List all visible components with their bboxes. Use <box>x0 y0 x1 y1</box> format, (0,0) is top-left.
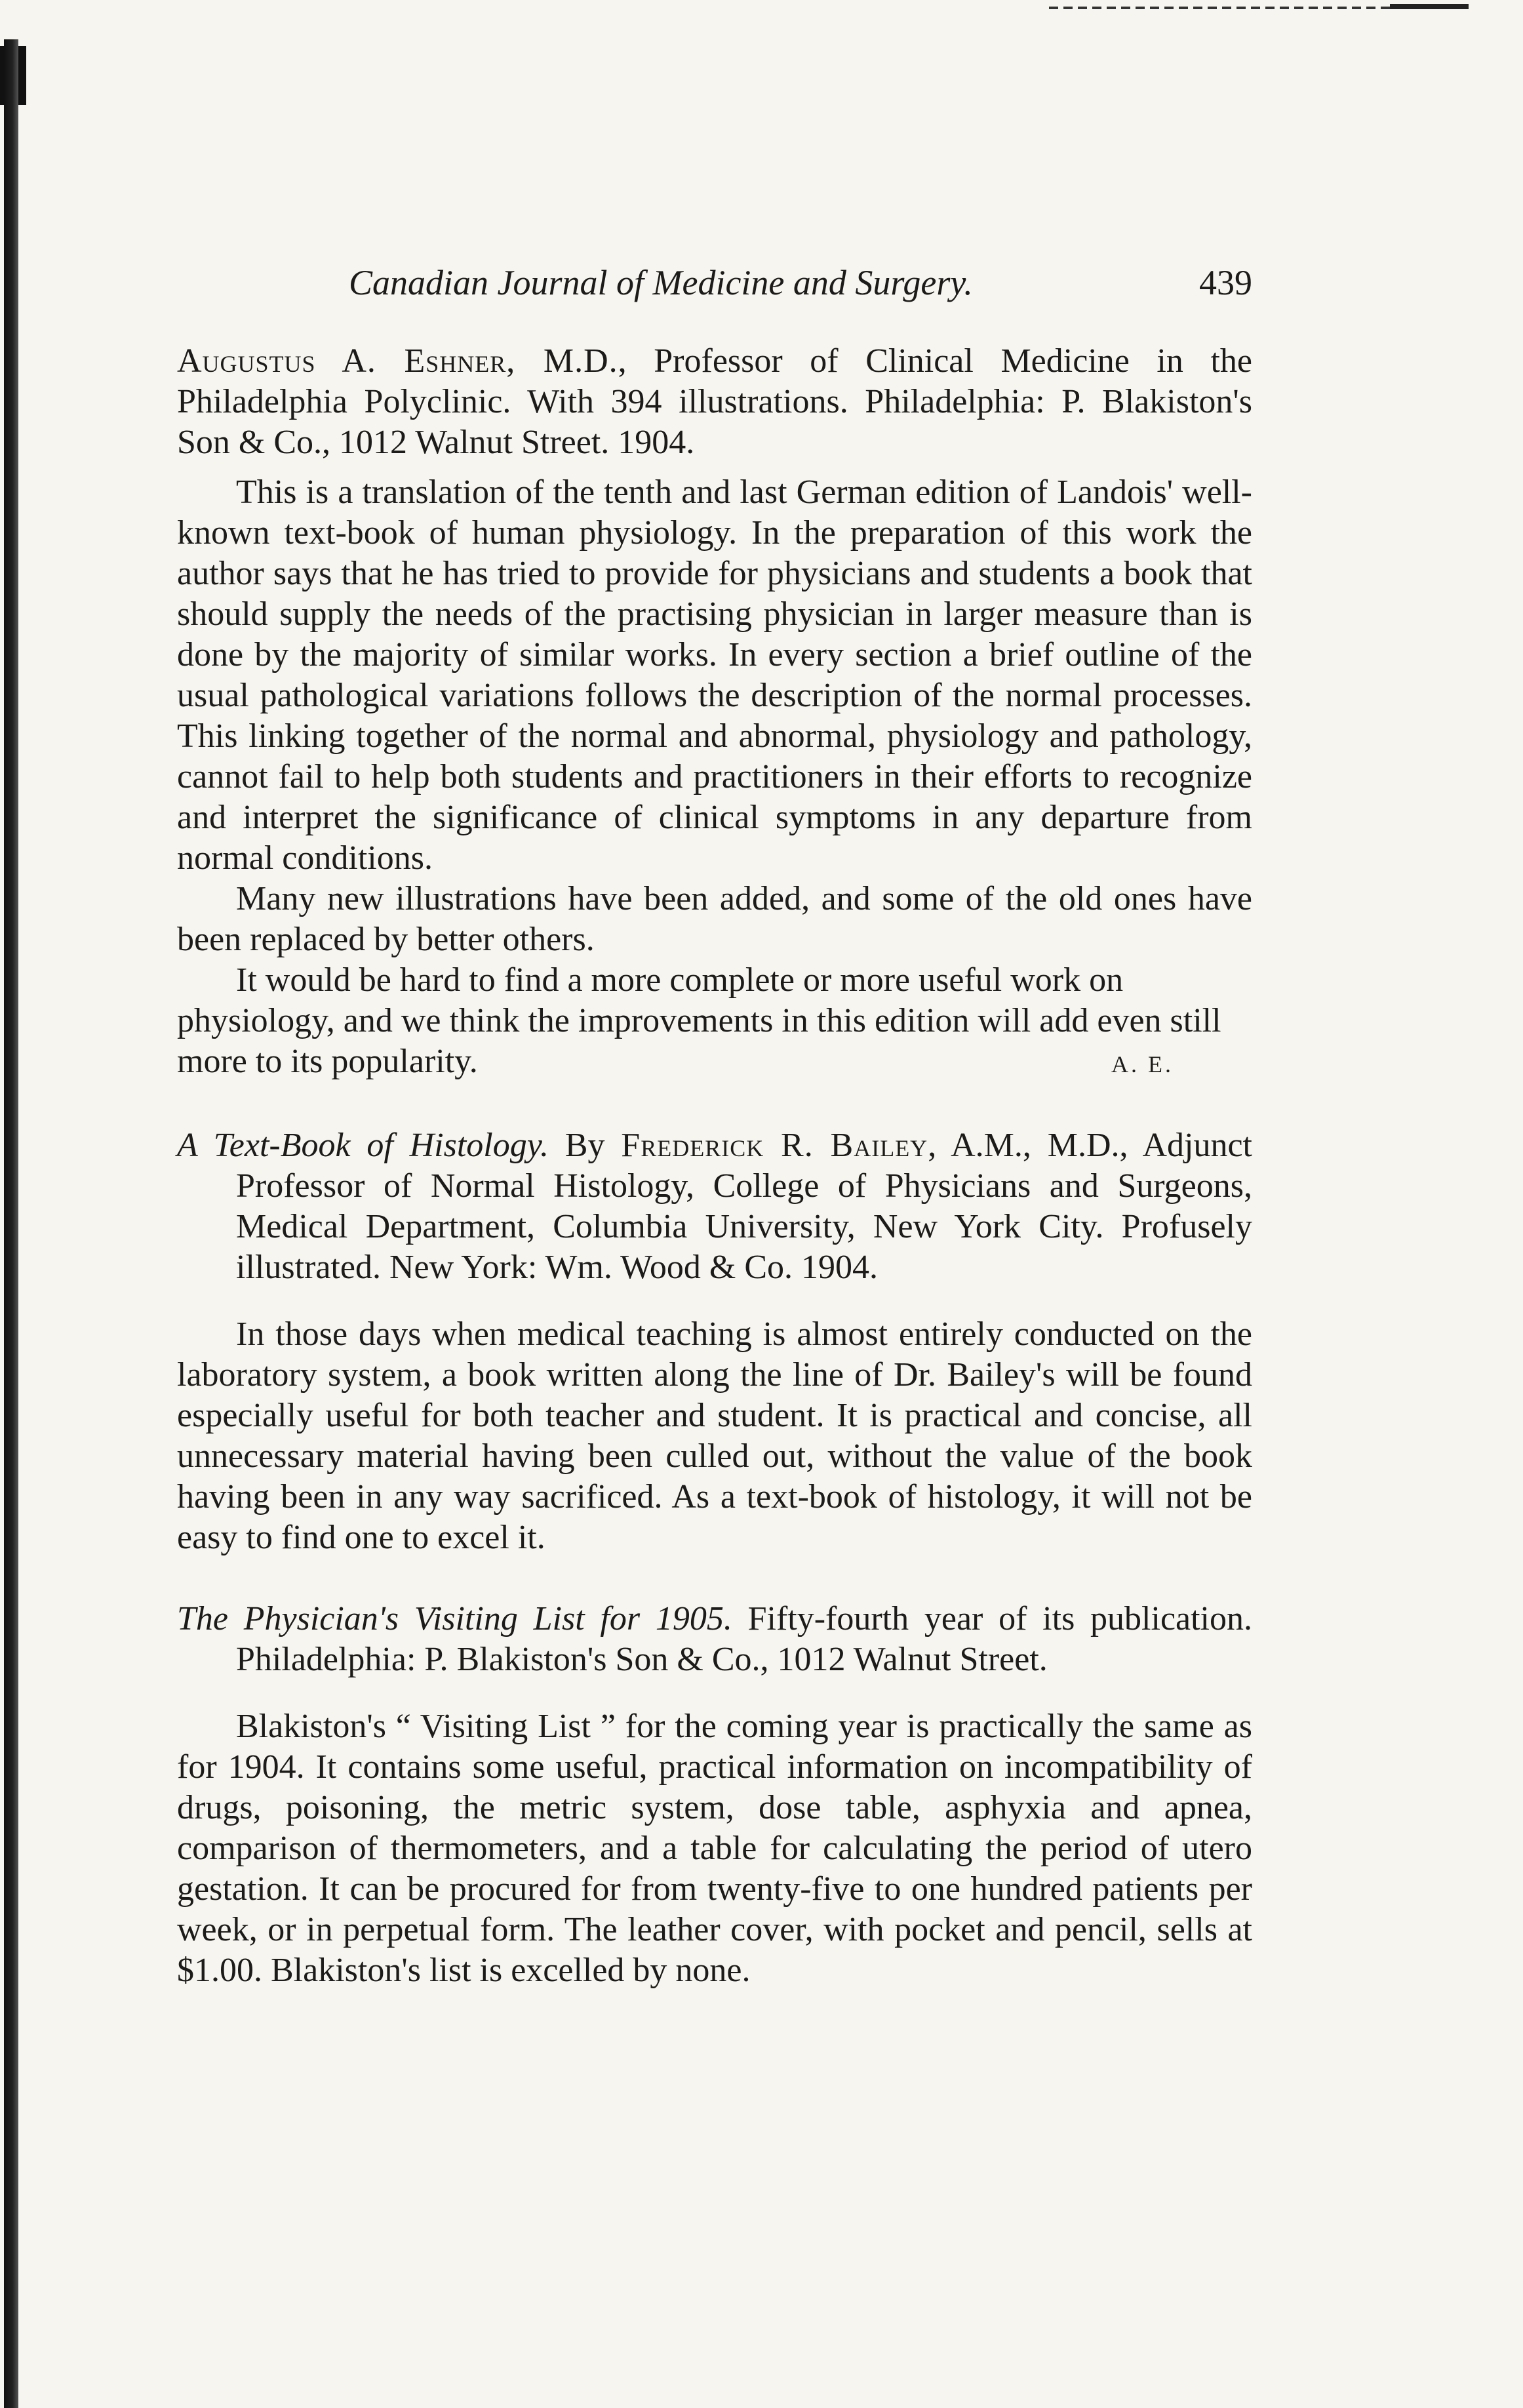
review2-author: Frederick R. Bailey <box>621 1127 928 1164</box>
review1-paragraph-2: Many new illustrations have been added, and some of the old ones have been replaced by better others. <box>177 880 1252 958</box>
review2-citation-rest: , A.M., M.D., Adjunct Professor of Normal Histology, College of Physicians and Surgeons, Medical Department, Columbia University, New York City. Profusely illustrated. New York: Wm. Wood & Co. 1904. <box>236 1127 1252 1286</box>
review3-paragraph-1: Blakiston's “ Visiting List ” for the coming year is practically the same as for 1904. It contains some useful, practical information on incompatibility of drugs, poisoning, the metric system, dose table, asphyxia and apnea, comparison of thermometers, and a table for calculating the period of utero gestation. It can be procured for from twenty-five to one hundred patients per week, or in perpetual form. The leather cover, with pocket and pencil, sells at $1.00. Blakiston's list is excelled by none. <box>177 1708 1252 1989</box>
review2-citation <box>177 1125 1252 1288</box>
review2-paragraph-1: In those days when medical teaching is almost entirely conducted on the laboratory system, a book written along the line of Dr. Bailey's will be found especially useful for both teacher and student. It is practical and concise, all unnecessary material having been culled out, without the value of the book having been in any way sacrificed. As a text-book of histology, it will not be easy to find one to excel it. <box>177 1315 1252 1556</box>
review2-title: A Text-Book of Histology. <box>177 1127 549 1164</box>
review1-author: Augustus A. Eshner, M.D. <box>177 342 618 380</box>
page-number: 439 <box>1199 263 1252 302</box>
review1-paragraph-1: This is a translation of the tenth and last German edition of Landois' well-known text-book of human physiology. In the preparation of this work the author says that he has tried to provide for physicians and students a book that should supply the needs of the practising physician in larger measure than is done by the majority of similar works. In every section a brief outline of the usual pathological variations follows the description of the normal processes. This linking together of the normal and abnormal, physiology and pathology, cannot fail to help both students and practitioners in their efforts to recognize and interpret the significance of clinical symptoms in any departure from normal conditions. <box>177 473 1252 877</box>
running-header <box>349 262 1252 341</box>
review1-citation <box>177 341 1252 463</box>
review3-citation-rest: Fifty-fourth year of its publication. Philadelphia: P. Blakiston's Son & Co., 1012 Walnut Street. <box>236 1600 1253 1678</box>
review3-title: The Physician's Visiting List for 1905. <box>177 1600 732 1637</box>
review1-paragraph-3: It would be hard to find a more complete or more useful work on physiology, and we think the improvements in this edition will add even still more to its popularity. <box>177 961 1221 1080</box>
page-content <box>177 262 1252 1991</box>
binding-edge <box>4 39 18 2408</box>
review1-signature: A. E. <box>1111 1051 1174 1077</box>
review2-by: By <box>548 1127 622 1164</box>
review3-citation <box>177 1599 1252 1680</box>
journal-title: Canadian Journal of Medicine and Surgery. <box>349 263 973 302</box>
scan-artifact-bar <box>1390 4 1469 9</box>
review1-citation-rest: , Professor of Clinical Medicine in the Philadelphia Polyclinic. With 394 illustrations. Philadelphia: P. Blakiston's Son & Co., 1012 Walnut Street. 1904. <box>177 342 1252 461</box>
review1-last-line <box>177 960 1252 1082</box>
